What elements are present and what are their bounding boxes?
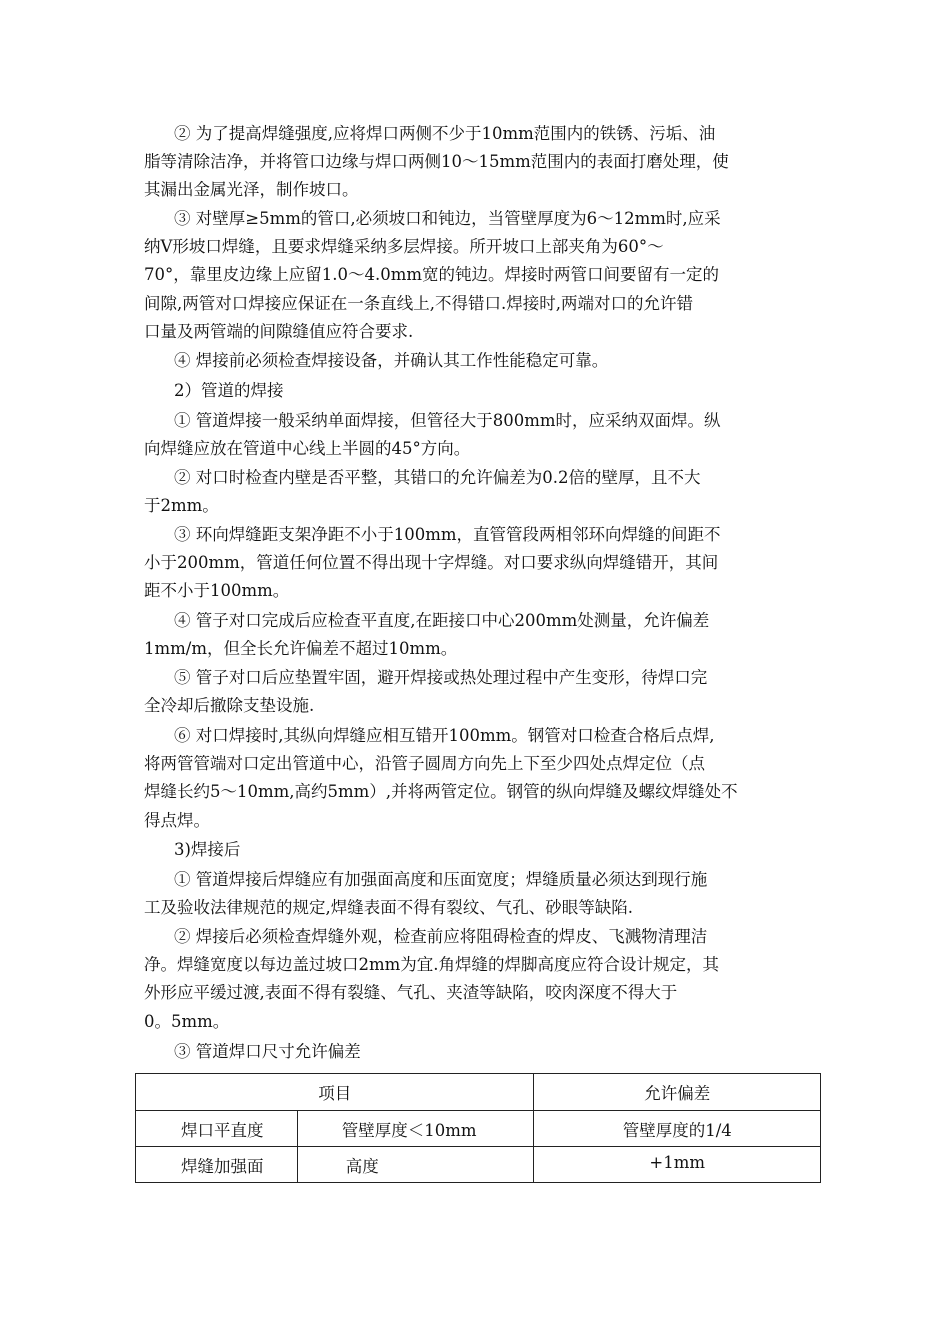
row-sub: 管壁厚度＜10mm [341,1121,477,1140]
text-line: ③ 环向焊缝距支架净距不小于100mm，直管管段两相邻环向焊缝的间距不 [174,525,721,544]
text-line: ④ 管子对口完成后应检查平直度,在距接口中心200mm处测量，允许偏差 [174,611,710,630]
text-line: ② 焊接后必须检查焊缝外观，检查前应将阻碍检查的焊皮、飞溅物清理洁 [174,927,708,946]
row-name: 焊口平直度 [181,1121,264,1140]
paragraph-support [144,664,804,720]
paragraph-visual-inspection [144,923,804,1036]
section-heading-pipe-welding [144,377,804,405]
row-name-cell [136,1111,298,1147]
paragraph-misalignment [144,464,804,520]
header-cell-tolerance [534,1074,821,1111]
text-line: 口量及两管端的间隙缝值应符合要求. [144,321,414,341]
row-value-cell [534,1147,821,1183]
paragraph-weld-spacing [144,521,804,606]
paragraph-edge-cleaning [144,120,804,205]
text-line: ⑤ 管子对口后应垫置牢固，避开焊接或热处理过程中产生变形，待焊口完 [174,668,708,687]
text-line: 全冷却后撤除支垫设施. [144,696,315,716]
text-line: 得点焊。 [144,810,210,830]
text-line: ⑥ 对口焊接时,其纵向焊缝应相互错开100mm。钢管对口检查合格后点焊, [174,726,715,745]
text-line: 间隙,两管对口焊接应保证在一条直线上,不得错口.焊接时,两端对口的允许错 [144,293,693,313]
row-value: 管壁厚度的1/4 [622,1121,732,1140]
header-tolerance-label: 允许偏差 [644,1084,711,1103]
text-line: ② 为了提高焊缝强度,应将焊口两侧不少于10mm范围内的铁锈、污垢、油 [174,124,716,143]
row-name: 焊缝加强面 [181,1157,264,1176]
tolerance-table [135,1073,821,1183]
text-line: 其漏出金属光泽，制作坡口。 [144,180,359,200]
text-line: 焊缝长约5～10mm,高约5mm）,并将两管定位。钢管的纵向焊缝及螺纹焊缝处不 [144,782,738,802]
row-sub-cell [297,1147,534,1183]
paragraph-bevel [144,205,804,346]
text-line: 1mm/m，但全长允许偏差不超过10mm。 [144,639,458,659]
table-header-row [136,1074,821,1111]
section-heading-after-welding [144,836,804,864]
table-row [136,1111,821,1147]
text-line: 2）管道的焊接 [174,381,284,400]
row-name-cell [136,1147,298,1183]
paragraph-single-side-welding [144,407,804,463]
text-line: 70°，靠里皮边缘上应留1.0～4.0mm宽的钝边。焊接时两管口间要留有一定的 [144,265,720,285]
paragraph-straightness [144,607,804,663]
text-line: 3)焊接后 [174,840,241,859]
header-item-label: 项目 [318,1084,352,1103]
text-line: ③ 管道焊口尺寸允许偏差 [174,1042,361,1061]
text-line: 距不小于100mm。 [144,581,290,601]
text-line: 脂等清除洁净，并将管口边缘与焊口两侧10～15mm范围内的表面打磨处理，使 [144,152,729,172]
text-line: ① 管道焊接后焊缝应有加强面高度和压面宽度；焊缝质量必须达到现行施 [174,870,708,889]
text-line: 净。焊缝宽度以每边盖过坡口2mm为宜.角焊缝的焊脚高度应符合设计规定，其 [144,955,720,975]
text-line: 0。5mm。 [144,1011,230,1031]
text-line: 向焊缝应放在管道中心线上半圆的45°方向。 [144,439,471,459]
paragraph-reinforcement [144,866,804,922]
paragraph-tack-welding [144,722,804,835]
text-line: ④ 焊接前必须检查焊接设备，并确认其工作性能稳定可靠。 [174,351,609,370]
text-line: 小于200mm，管道任何位置不得出现十字焊缝。对口要求纵向焊缝错开，其间 [144,553,719,573]
text-line: 于2mm。 [144,496,219,516]
row-sub: 高度 [345,1157,379,1176]
row-value-cell [534,1111,821,1147]
paragraph-equipment-check [144,347,804,375]
text-line: ② 对口时检查内壁是否平整，其错口的允许偏差为0.2倍的壁厚，且不大 [174,468,701,487]
text-line: 将两管管端对口定出管道中心，沿管子圆周方向先上下至少四处点焊定位（点 [144,754,705,774]
header-cell-item [136,1074,534,1111]
row-sub-cell [297,1111,534,1147]
text-line: 工及验收法律规范的规定,焊缝表面不得有裂纹、气孔、砂眼等缺陷. [144,898,633,918]
table-row [136,1147,821,1183]
text-line: ③ 对壁厚≥5mm的管口,必须坡口和钝边，当管壁厚度为6～12mm时,应采 [174,209,721,228]
row-value: +1mm [649,1153,706,1172]
text-line: 外形应平缓过渡,表面不得有裂缝、气孔、夹渣等缺陷，咬肉深度不得大于 [144,983,678,1003]
table-caption [144,1038,804,1066]
text-line: ① 管道焊接一般采纳单面焊接，但管径大于800mm时，应采纳双面焊。纵 [174,411,721,430]
text-line: 纳V形坡口焊缝，且要求焊缝采纳多层焊接。所开坡口上部夹角为60°～ [144,237,664,257]
